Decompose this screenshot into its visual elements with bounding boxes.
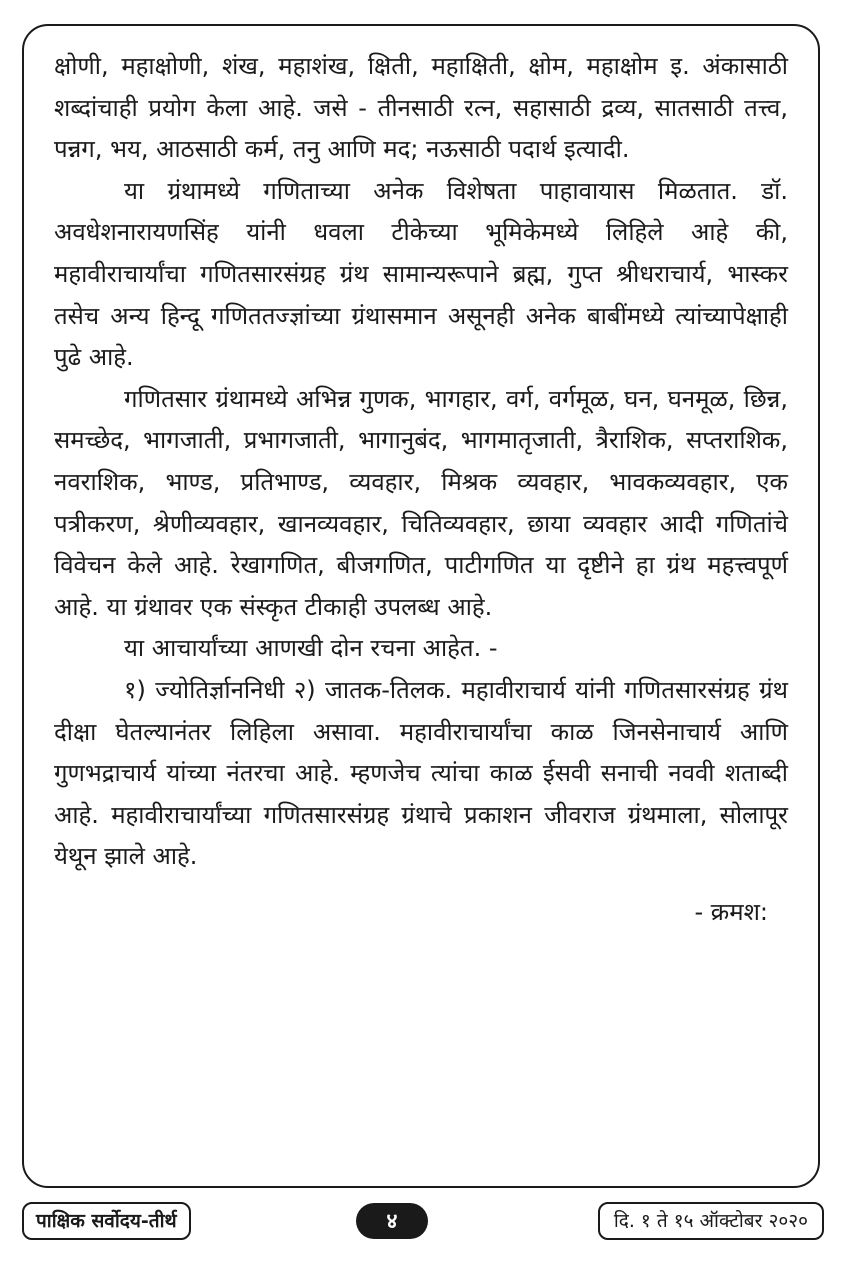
publication-name: पाक्षिक सर्वोदय-तीर्थ bbox=[22, 1202, 191, 1240]
paragraph-5: १) ज्योतिर्ज्ञाननिधी २) जातक-तिलक. महावीराचार्य यांनी गणितसारसंग्रह ग्रंथ दीक्षा घेतल्यानंतर लिहिला असावा. महावीराचार्यांचा काळ जिनसेनाचार्य आणि गुणभद्राचार्य यांच्या नंतरचा आहे. म्हणजेच त्यांचा काळ ईसवी सनाची नववी शताब्दी आहे. महावीराचार्यांच्या गणितसारसंग्रह ग्रंथाचे प्रकाशन जीवराज ग्रंथमाला, सोलापूर येथून झाले आहे. bbox=[54, 675, 788, 871]
article-body bbox=[22, 24, 820, 1188]
issue-date: दि. १ ते १५ ऑक्टोबर २०२० bbox=[598, 1202, 824, 1240]
paragraph-4: या आचार्यांच्या आणखी दोन रचना आहेत. - bbox=[124, 634, 498, 663]
page-number: ४ bbox=[356, 1203, 428, 1239]
paragraph-2: या ग्रंथामध्ये गणिताच्या अनेक विशेषता पाहावायास मिळतात. डॉ. अवधेशनारायणसिंह यांनी धवला टीकेच्या भूमिकेमध्ये लिहिले आहे की, महावीराचार्यांचा गणितसारसंग्रह ग्रंथ सामान्यरूपाने ब्रह्म, गुप्त श्रीधराचार्य, भास्कर तसेच अन्य हिन्दू गणिततज्ज्ञांच्या ग्रंथासमान असूनही अनेक बाबींमध्ये त्यांच्यापेक्षाही पुढे आहे. bbox=[54, 176, 788, 372]
continued-note: - क्रमश: bbox=[694, 897, 768, 926]
paragraph-3: गणितसार ग्रंथामध्ये अभिन्न गुणक, भागहार, वर्ग, वर्गमूळ, घन, घनमूळ, छिन्न, समच्छेद, भागजाती, प्रभागजाती, भागानुबंद, भागमातृजाती, त्रैराशिक, सप्तराशिक, नवराशिक, भाण्ड, प्रतिभाण्ड, व्यवहार, मिश्रक व्यवहार, भावकव्यवहार, एक पत्रीकरण, श्रेणीव्यवहार, खानव्यवहार, चितिव्यवहार, छाया व्यवहार आदी गणितांचे विवेचन केले आहे. रेखागणित, बीजगणित, पाटीगणित या दृष्टीने हा ग्रंथ महत्त्वपूर्ण आहे. या ग्रंथावर एक संस्कृत टीकाही उपलब्ध आहे. bbox=[54, 384, 788, 621]
paragraph-1: क्षोणी, महाक्षोणी, शंख, महाशंख, क्षिती, महाक्षिती, क्षोम, महाक्षोम इ. अंकासाठी शब्दांचाही प्रयोग केला आहे. जसे - तीनसाठी रत्न, सहासाठी द्रव्य, सातसाठी तत्त्व, पन्नग, भय, आठसाठी कर्म, तनु आणि मद; नऊसाठी पदार्थ इत्यादी. bbox=[54, 52, 788, 164]
